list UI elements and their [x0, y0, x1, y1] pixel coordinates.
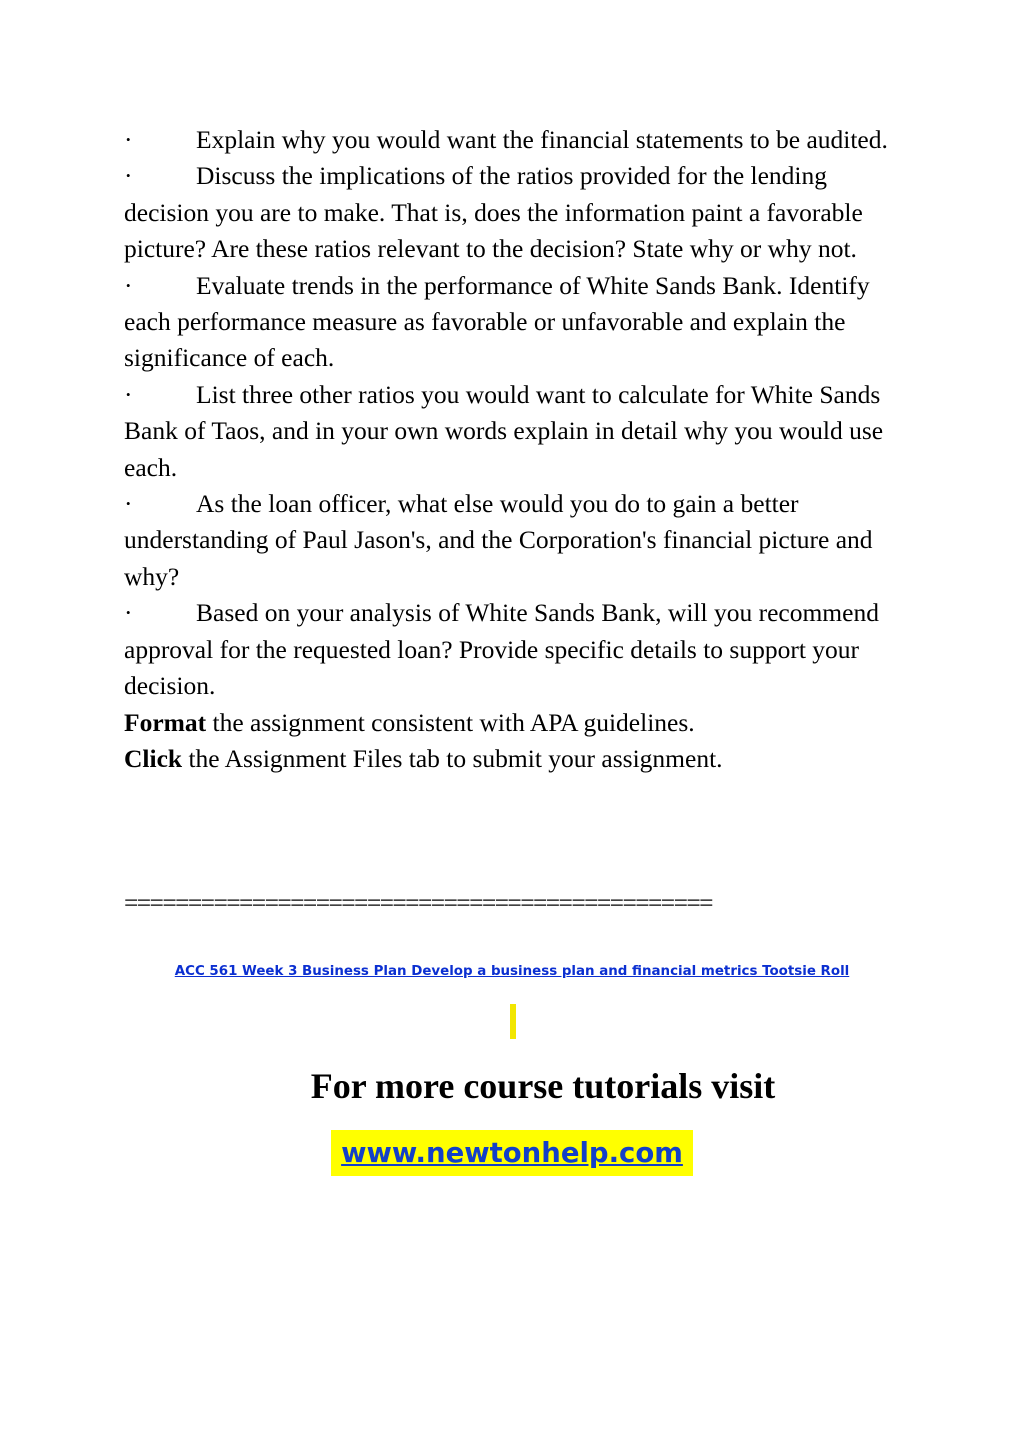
bullet-item-audit	[124, 122, 914, 158]
bullet-text: List three other ratios you would want to calculate for White Sands Bank of Taos, and in your own words explain in detail why you would use each.	[124, 379, 884, 482]
bullet-item-trends	[124, 268, 914, 377]
assignment-instructions	[124, 122, 914, 777]
bullet-item-ratios	[124, 158, 914, 267]
format-instruction	[124, 705, 914, 741]
bullet-marker: ·	[124, 598, 133, 628]
format-text: the assignment consistent with APA guidelines.	[206, 707, 695, 737]
bullet-text: Explain why you would want the financial statements to be audited.	[196, 125, 888, 154]
website-link[interactable]: www.newtonhelp.com	[331, 1130, 693, 1176]
bullet-marker: ·	[124, 125, 133, 154]
click-label: Click	[124, 743, 183, 773]
bullet-marker: ·	[124, 161, 133, 191]
bullet-text: Evaluate trends in the performance of White Sands Bank. Identify each performance measure as favorable or unfavorable and explain the significance of each.	[124, 270, 870, 373]
click-text: the Assignment Files tab to submit your assignment.	[182, 743, 723, 773]
course-link[interactable]: ACC 561 Week 3 Business Plan Develop a business plan and financial metrics Tootsie Roll	[174, 964, 850, 979]
bullet-item-recommendation	[124, 595, 914, 704]
click-instruction	[124, 741, 914, 777]
bullet-marker: ·	[124, 489, 133, 519]
text-cursor-marker	[510, 1004, 516, 1039]
bullet-marker: ·	[124, 270, 133, 300]
format-label: Format	[124, 707, 207, 737]
bullet-item-loan-officer	[124, 486, 914, 595]
bullet-marker: ·	[124, 379, 133, 409]
bullet-text: Discuss the implications of the ratios provided for the lending decision you are to make. That is, does the information paint a favorable picture? Are these ratios relevant to the decision? State why or why not.	[124, 161, 863, 264]
bullet-text: As the loan officer, what else would you do to gain a better understanding of Paul Jason's, and the Corporation's financial picture and why?	[124, 489, 873, 591]
bullet-item-other-ratios	[124, 377, 914, 486]
bullet-text: Based on your analysis of White Sands Bank, will you recommend approval for the requested loan? Provide specific details to support your decision.	[124, 598, 879, 701]
more-tutorials-heading: For more course tutorials visit	[310, 1066, 776, 1106]
separator-line: ==============================================	[124, 888, 712, 917]
